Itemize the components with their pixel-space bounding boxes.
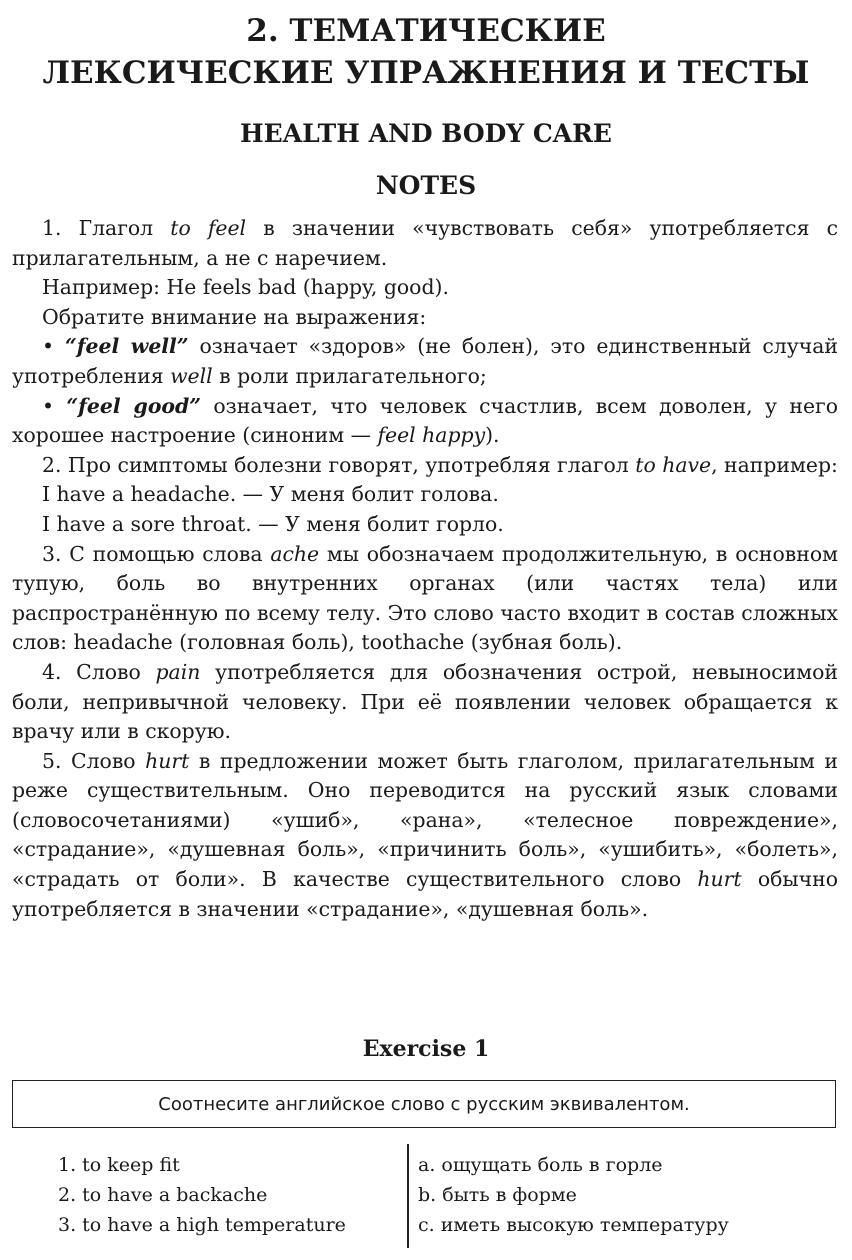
topic-heading: HEALTH AND BODY CARE	[240, 119, 612, 148]
note-4	[12, 658, 838, 747]
bullet-term-2: feel happy	[377, 423, 486, 448]
bullet-term-2: well	[170, 363, 213, 388]
note-5-text-end: обычно употребляется в значении «страдание», «душевная боль».	[12, 867, 838, 921]
bullet-text-end: ).	[485, 423, 500, 448]
note-1-attention: Обратите внимание на выражения:	[42, 304, 427, 329]
note-5	[12, 747, 838, 925]
note-4-term: pain	[155, 659, 201, 684]
note-2-text-end: , например:	[711, 452, 838, 477]
exercise-title: Exercise 1	[362, 1036, 490, 1062]
note-1	[12, 214, 838, 273]
note-4-text-end: употребляется для обозначения острой, невыносимой боли, непривычной человеку. При её появлении человек обращается к врачу или в скорую.	[12, 659, 838, 744]
note-2-term: to have	[635, 452, 712, 477]
russian-item: c. иметь высокую температуру	[418, 1214, 729, 1236]
note-3-text: 3. С помощью слова	[42, 541, 271, 566]
note-3-text-end: мы обозначаем продолжительную, в основном тупую, боль во внутренних органах (или частях тела) или распространённую по всему телу. Это слово часто входит в состав сложных слов: headache (головная боль), toothache (зубная боль).	[12, 541, 838, 655]
notes-heading: NOTES	[375, 171, 477, 200]
bullet-text: означает, что человек счастлив, всем доволен, у него хорошее настроение (синоним —	[12, 393, 838, 448]
chapter-title-line1: 2. ТЕМАТИЧЕСКИЕ	[246, 13, 606, 49]
note-3	[12, 540, 838, 658]
note-4-text: 4. Слово	[42, 659, 156, 684]
russian-item: a. ощущать боль в горле	[418, 1154, 663, 1176]
note-2-example-2: I have a sore throat. — У меня болит горло.	[42, 511, 504, 536]
bullet-marker: •	[42, 393, 67, 418]
note-5-text-mid: в предложении может быть глаголом, прилагательным и реже существительным. Оно переводится на русский язык словами (словосочетаниями) «ушиб», «рана», «телесное повреждение», «страдание», «душевная боль», «причинить боль», «ушибить», «болеть», «страдать от боли». В качестве существительного слово	[12, 748, 838, 892]
note-1-text-end: в значении «чувствовать себя» употребляется с прилагательным, а не с наречием.	[12, 216, 838, 270]
note-5-term-2: hurt	[697, 867, 742, 892]
english-item: 1. to keep fit	[58, 1154, 180, 1176]
note-3-term: ache	[270, 541, 320, 566]
notes-body	[12, 214, 838, 924]
note-1-text: 1. Глагол	[42, 216, 171, 240]
note-2	[12, 451, 838, 481]
russian-column	[418, 1150, 838, 1240]
bullet-feel-good	[12, 392, 838, 451]
note-5-term: hurt	[145, 748, 190, 773]
english-item: 2. to have a backache	[58, 1184, 268, 1206]
note-5-text: 5. Слово	[42, 748, 146, 773]
note-2-text: 2. Про симптомы болезни говорят, употребляя глагол	[42, 452, 636, 477]
english-item: 3. to have a high temperature	[58, 1214, 346, 1236]
exercise-instruction-box	[12, 1080, 836, 1128]
chapter-title-line2: ЛЕКСИЧЕСКИЕ УПРАЖНЕНИЯ И ТЕСТЫ	[42, 55, 810, 91]
bullet-text: означает «здоров» (не болен), это единственный случай употребления	[12, 334, 838, 388]
exercise-instruction: Соотнесите английское слово с русским эквивалентом.	[158, 1093, 690, 1115]
english-column	[58, 1150, 404, 1240]
bullet-term: “feel good”	[66, 393, 202, 418]
bullet-feel-well	[12, 332, 838, 391]
column-divider	[407, 1144, 409, 1248]
russian-item: b. быть в форме	[418, 1184, 577, 1206]
note-2-example-1: I have a headache. — У меня болит голова.	[42, 482, 499, 507]
bullet-marker: •	[42, 334, 65, 359]
note-1-term: to feel	[170, 216, 247, 240]
bullet-term: “feel well”	[65, 334, 189, 359]
matching-columns	[12, 1144, 838, 1254]
bullet-text-end: в роли прилагательного;	[212, 363, 487, 388]
note-1-example: Например: He feels bad (happy, good).	[42, 275, 449, 300]
